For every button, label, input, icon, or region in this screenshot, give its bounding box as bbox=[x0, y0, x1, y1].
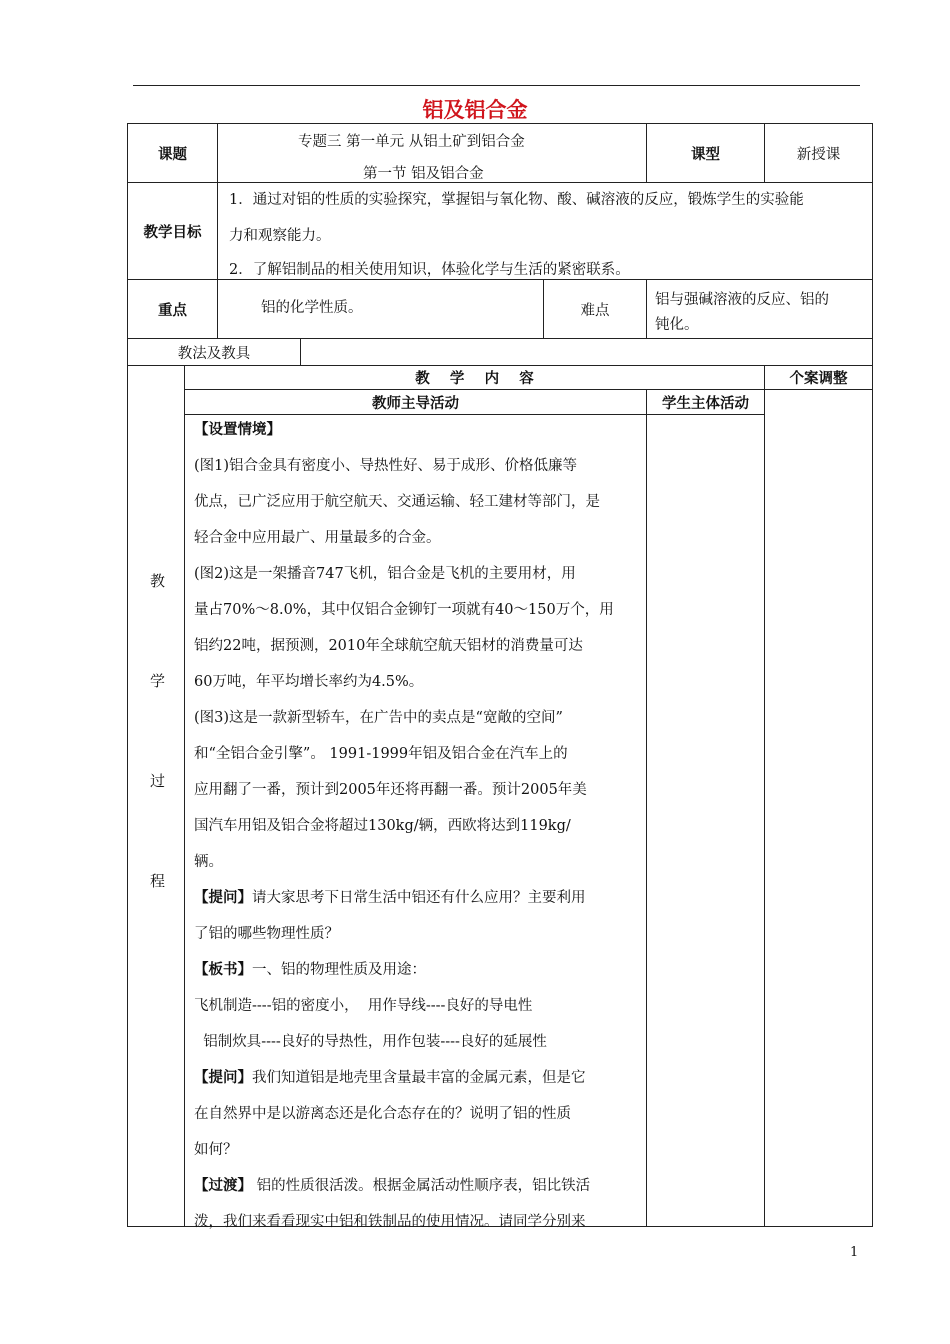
type-value: 新授课 bbox=[796, 146, 841, 163]
board-text: 一、铝的物理性质及用途： bbox=[252, 962, 426, 978]
text-line: 国汽车用铝及铝合金将超过130kg/辆，西欧将达到119kg/ bbox=[194, 818, 571, 834]
board-line bbox=[194, 952, 646, 988]
process-side-char: 程 bbox=[150, 872, 166, 890]
header-rule bbox=[133, 85, 860, 86]
text-line: 辆。 bbox=[194, 854, 223, 870]
text-line: 轻合金中应用最广、用量最多的合金。 bbox=[194, 530, 441, 546]
methods-label-cell bbox=[127, 338, 301, 366]
text-line: 量占70%～8.0%，其中仅铝合金铆钉一项就有40～150万个，用 bbox=[194, 602, 614, 618]
process-side-char: 过 bbox=[150, 772, 166, 790]
setup-section bbox=[194, 412, 646, 1240]
type-value-cell bbox=[764, 123, 873, 183]
difficulty-value-cell bbox=[646, 279, 873, 339]
topic-label: 课题 bbox=[158, 146, 187, 163]
adjust-header-cell bbox=[764, 365, 873, 390]
board-tag: 【板书】 bbox=[194, 962, 252, 978]
text-line: 优点，已广泛应用于航空航天、交通运输、轻工建材等部门，是 bbox=[194, 494, 600, 510]
objective-line: 1．通过对铝的性质的实验探究，掌握铝与氧化物、酸、碱溶液的反应，锻炼学生的实验能 bbox=[229, 192, 804, 208]
objective-line: 2．了解铝制品的相关使用知识，体验化学与生活的紧密联系。 bbox=[229, 262, 630, 278]
topic-line-2: 第一节 铝及铝合金 bbox=[363, 166, 484, 182]
methods-value-cell bbox=[300, 338, 873, 366]
adjust-header: 个案调整 bbox=[789, 371, 848, 387]
adjust-content-cell bbox=[764, 389, 873, 1227]
text-line: 泼，我们来看看现实中铝和铁制品的使用情况。请同学分别来 bbox=[194, 1214, 586, 1230]
objectives-label: 教学目标 bbox=[143, 224, 202, 241]
text-line: 60万吨，年平均增长率约为4.5%。 bbox=[194, 674, 424, 690]
student-header: 学生主体活动 bbox=[662, 395, 749, 412]
uses-line: 飞机制造----铝的密度小， 用作导线----良好的导电性 bbox=[194, 998, 533, 1014]
student-content-cell bbox=[646, 414, 765, 1227]
content-header: 教 学 内 容 bbox=[415, 371, 534, 387]
key-label-cell bbox=[127, 279, 218, 339]
document-title: 铝及铝合金 bbox=[422, 98, 528, 122]
question-line bbox=[194, 880, 646, 916]
objectives-cell bbox=[217, 182, 873, 280]
question-line bbox=[194, 1060, 646, 1096]
difficulty-line-1: 铝与强碱溶液的反应、铝的 bbox=[655, 292, 829, 308]
text-line: (图1)铝合金具有密度小、导热性好、易于成形、价格低廉等 bbox=[194, 458, 578, 474]
question-text: 请大家思考下日常生活中铝还有什么应用？主要利用 bbox=[252, 890, 586, 906]
setup-tag: 【设置情境】 bbox=[194, 422, 281, 438]
text-line: 应用翻了一番，预计到2005年还将再翻一番。预计2005年美 bbox=[194, 782, 587, 798]
topic-label-cell bbox=[127, 123, 218, 183]
text-line: (图3)这是一款新型轿车，在广告中的卖点是“宽敞的空间” bbox=[194, 710, 563, 726]
difficulty-label-cell bbox=[543, 279, 647, 339]
text-line: 铝约22吨，据预测，2010年全球航空航天铝材的消费量可达 bbox=[194, 638, 583, 654]
uses-line: 铝制炊具----良好的导热性，用作包装----良好的延展性 bbox=[194, 1034, 547, 1050]
type-label: 课型 bbox=[691, 146, 720, 163]
process-side-char: 教 bbox=[150, 572, 166, 590]
methods-label: 教法及教具 bbox=[177, 345, 251, 362]
topic-value-cell bbox=[217, 123, 647, 183]
transition-tag: 【过渡】 bbox=[194, 1178, 252, 1194]
objective-line: 力和观察能力。 bbox=[229, 228, 331, 244]
text-line: 如何？ bbox=[194, 1142, 238, 1158]
key-value: 铝的化学性质。 bbox=[261, 300, 363, 316]
transition-line bbox=[194, 1168, 646, 1204]
objectives-label-cell bbox=[127, 182, 218, 280]
key-value-cell bbox=[217, 279, 544, 339]
page-number: 1 bbox=[850, 1245, 859, 1260]
text-line: 在自然界中是以游离态还是化合态存在的？说明了铝的性质 bbox=[194, 1106, 571, 1122]
text-line: 了铝的哪些物理性质？ bbox=[194, 926, 339, 942]
transition-text: 铝的性质很活泼。根据金属活动性顺序表，铝比铁活 bbox=[252, 1178, 591, 1194]
text-line: (图2)这是一架播音747飞机，铝合金是飞机的主要用材，用 bbox=[194, 566, 576, 582]
question-text: 我们知道铝是地壳里含量最丰富的金属元素，但是它 bbox=[252, 1070, 586, 1086]
difficulty-line-2: 钝化。 bbox=[655, 317, 699, 333]
student-header-cell bbox=[646, 389, 765, 415]
teacher-header: 教师主导活动 bbox=[372, 395, 459, 412]
process-side-char: 学 bbox=[150, 672, 166, 690]
key-label: 重点 bbox=[158, 302, 187, 319]
text-line: 和“全铝合金引擎”。 1991-1999年铝及铝合金在汽车上的 bbox=[194, 746, 568, 762]
content-header-cell bbox=[184, 365, 765, 390]
question-tag: 【提问】 bbox=[194, 1070, 252, 1086]
topic-line-1: 专题三 第一单元 从铝土矿到铝合金 bbox=[298, 134, 525, 150]
type-label-cell bbox=[646, 123, 765, 183]
difficulty-label: 难点 bbox=[580, 302, 610, 319]
process-side-cell bbox=[127, 365, 185, 1227]
question-tag: 【提问】 bbox=[194, 890, 252, 906]
